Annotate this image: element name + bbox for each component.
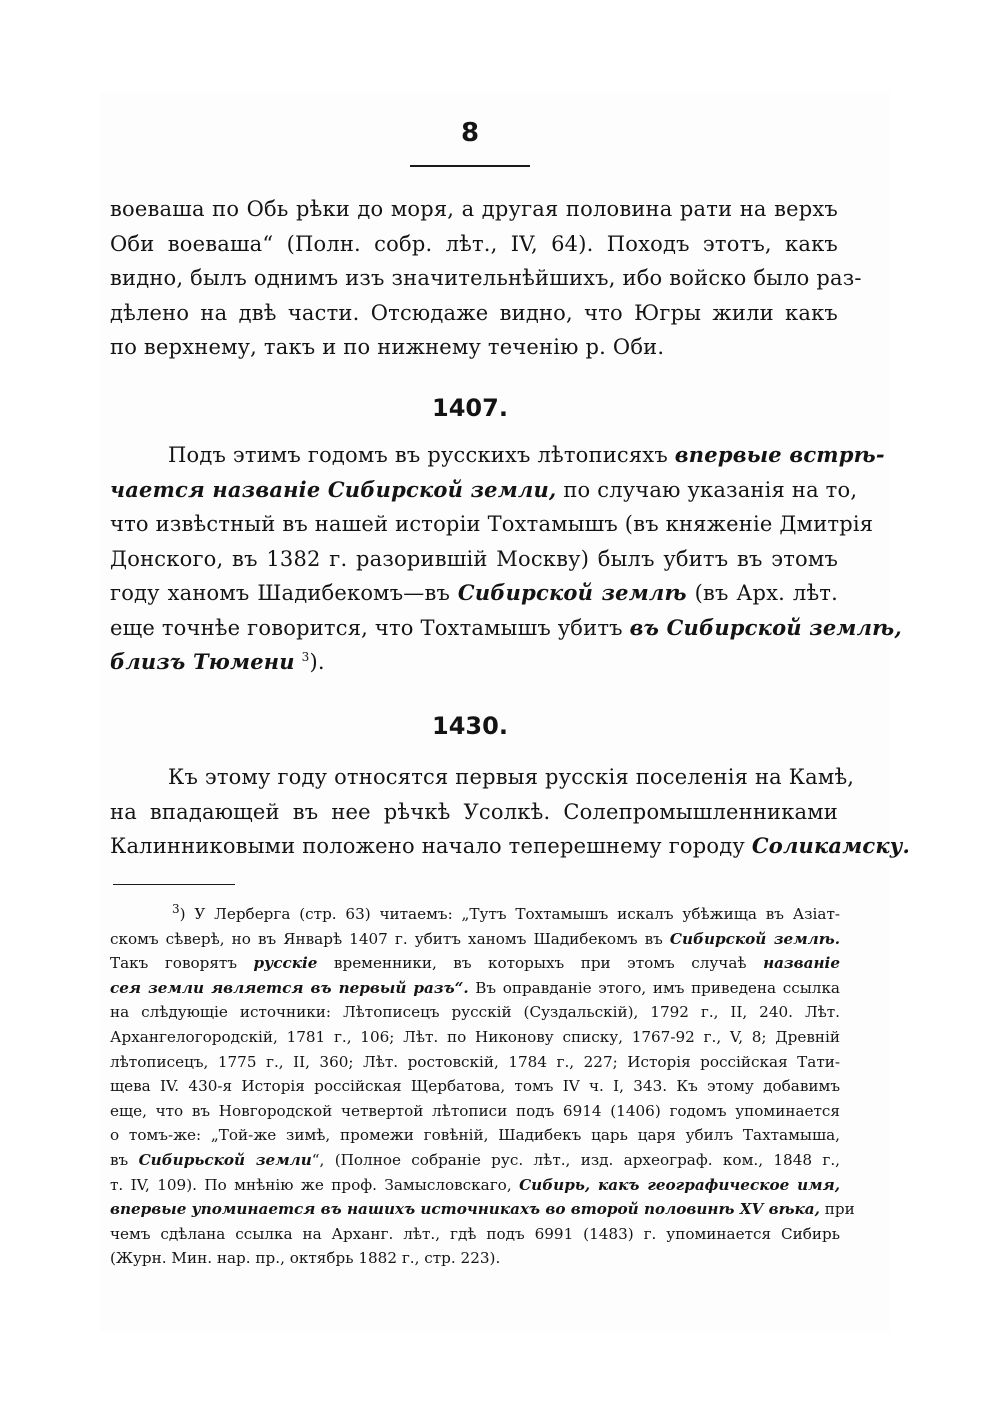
text-line: лѣтописецъ, 1775 г., II, 360; Лѣт. ростовскій, 1784 г., 227; Исторія россійская Тати- [110,1052,840,1071]
text-line: дѣлено на двѣ части. Отсюдаже видно, что Югры жили какъ [110,300,838,325]
emphasis: Сибирской землѣ [457,580,687,605]
text-line: близъ Тюмени $^3$). [110,649,325,674]
text-line: Архангелогородскій, 1781 г., 106; Лѣт. по Никонову списку, 1767-92 г., V, 8; Древній [110,1027,840,1046]
emphasis: впервые встрѣ- [674,442,885,467]
text-line: щева IV. 430-я Исторія россійская Щербатова, томъ IV ч. I, 343. Къ этому добавимъ [110,1077,840,1096]
year-heading-1430: 1430. [432,712,508,740]
text-line: впервые упоминается въ нашихъ источникахъ во второй половинѣ XV вѣка, при [110,1200,855,1219]
emphasis: впервые упоминается въ нашихъ источникахъ во второй половинѣ XV вѣка, [110,1200,820,1219]
text-line: году ханомъ Шадибекомъ—въ Сибирской землѣ (въ Арх. лѣт. [110,580,839,605]
paragraph-1430 [110,760,911,864]
emphasis: Сибирской землѣ. [669,929,840,948]
text-line: чается названіе Сибирской земли, по случаю указанія на то, [110,476,858,502]
text-line: (Журн. Мин. нар. пр., октябрь 1882 г., стр. 223). [110,1249,501,1268]
header-rule [410,165,530,167]
text-line: т. IV, 109). По мнѣнію же проф. Замысловскаго, Сибирь, какъ географическое имя, [110,1175,840,1194]
text-line: о томъ-же: „Той-же зимѣ, промежи говѣній, Шадибекъ царь царя убилъ Тахтамыша, [110,1126,840,1145]
footnote [110,901,855,1271]
intro-paragraph [110,192,862,365]
text-line: Оби воеваша“ (Полн. собр. лѣт., IV, 64). Походъ этотъ, какъ [110,231,838,256]
text-line: сея земли является въ первый разъ“. Въ оправданіе этого, имъ приведена ссылка [110,978,840,997]
paragraph-1407 [110,438,902,680]
text-line: Такъ говорятъ русскіе временники, въ которыхъ при этомъ случаѣ названіе [110,954,840,973]
text-line: на впадающей въ нее рѣчкѣ Усолкѣ. Солепромышленниками [110,799,838,824]
text-line: Калинниковыми положено начало теперешнему городу Соликамску. [110,833,911,858]
text-line: скомъ сѣверѣ, но въ Январѣ 1407 г. убитъ ханомъ Шадибекомъ въ Сибирской землѣ. [110,929,840,948]
emphasis: близъ Тюмени [110,649,295,674]
emphasis: названіе [763,954,840,973]
text-line: $^3$) У Лерберга (стр. 63) читаемъ: „Тутъ Тохтамышъ искалъ убѣжища въ Азіат- [172,901,840,923]
emphasis: Соликамску. [751,833,911,858]
emphasis: русскіе [253,954,318,973]
text-line: еще, что въ Новгородской четвертой лѣтописи подъ 6914 (1406) годомъ упоминается [110,1101,840,1120]
footnote-rule [113,884,235,885]
footnote-marker: 3 [172,901,180,916]
text-line: въ Сибирьской земли“, (Полное собраніе рус. лѣт., изд. археограф. ком., 1848 г., [110,1150,840,1169]
emphasis: Сибирь, какъ географическое имя, [519,1175,840,1194]
page-number: 8 [460,118,480,148]
emphasis: Сибирьской земли [138,1150,312,1169]
text-line: видно, былъ однимъ изъ значительнѣйшихъ, ибо войско было раз- [110,266,862,290]
footnote-ref: 3 [301,650,310,664]
emphasis: въ Сибирской землѣ, [629,614,902,640]
text-line: Подъ этимъ годомъ въ русскихъ лѣтописяхъ впервые встрѣ- [168,442,885,467]
emphasis: чается названіе Сибирской земли, [110,476,557,502]
emphasis: сея земли является въ первый разъ“. [110,978,469,997]
year-heading-1407: 1407. [432,394,508,422]
text-line: что извѣстный въ нашей исторіи Тохтамышъ (въ княженіе Дмитрія [110,512,874,536]
text-line: воеваша по Обь рѣки до моря, а другая половина рати на верхъ [110,197,838,221]
text-line: на слѣдующіе источники: Лѣтописецъ русскій (Суздальскій), 1792 г., II, 240. Лѣт. [110,1003,840,1022]
text-line: чемъ сдѣлана ссылка на Арханг. лѣт., гдѣ подъ 6991 (1483) г. упоминается Сибирь [110,1224,840,1243]
text-line: по верхнему, такъ и по нижнему теченію р. Оби. [110,335,665,359]
text-line: Къ этому году относятся первыя русскія поселенія на Камѣ, [168,765,855,789]
text-line: еще точнѣе говорится, что Тохтамышъ убитъ въ Сибирской землѣ, [110,614,902,640]
text-line: Донского, въ 1382 г. разорившій Москву) былъ убитъ въ этомъ [110,546,838,571]
